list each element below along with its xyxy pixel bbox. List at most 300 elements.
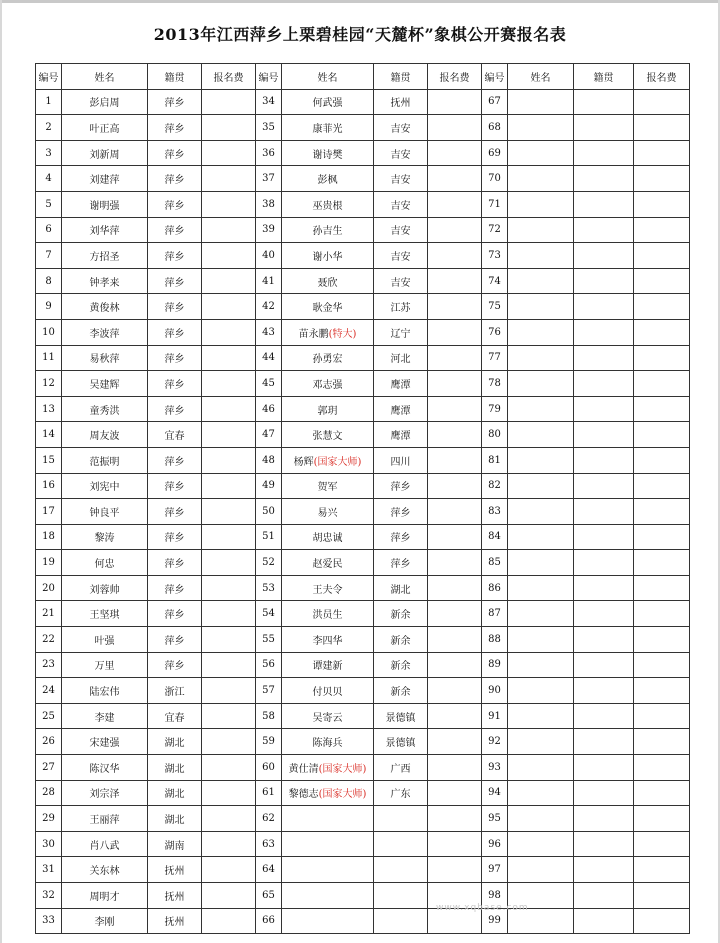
player-name: 刘蓉帅 xyxy=(89,584,120,596)
entry-origin-cell: 萍乡 xyxy=(148,217,202,243)
player-name: 肖八武 xyxy=(89,840,120,852)
entry-number-cell: 3 xyxy=(36,140,62,166)
player-name: 贺军 xyxy=(317,482,338,494)
entry-fee-cell xyxy=(202,703,256,729)
entry-origin-cell xyxy=(574,627,634,653)
entry-name-cell xyxy=(508,243,574,269)
entry-number-cell: 29 xyxy=(36,806,62,832)
entry-name-cell xyxy=(282,755,374,781)
player-name: 康菲光 xyxy=(312,123,343,135)
table-row xyxy=(36,729,690,755)
entry-origin-cell: 吉安 xyxy=(374,217,428,243)
entry-origin-cell xyxy=(574,908,634,934)
entry-number-cell: 43 xyxy=(256,319,282,345)
entry-fee-cell xyxy=(634,755,690,781)
entry-origin-cell xyxy=(574,524,634,550)
entry-fee-cell xyxy=(428,268,482,294)
entry-origin-cell: 萍乡 xyxy=(148,89,202,115)
entry-name-cell xyxy=(282,140,374,166)
entry-name-cell xyxy=(508,601,574,627)
entry-origin-cell: 吉安 xyxy=(374,191,428,217)
entry-number-cell: 42 xyxy=(256,294,282,320)
entry-number-cell: 74 xyxy=(482,268,508,294)
entry-fee-cell xyxy=(202,627,256,653)
entry-name-cell xyxy=(62,678,148,704)
entry-origin-cell xyxy=(574,601,634,627)
entry-number-cell: 5 xyxy=(36,191,62,217)
entry-number-cell: 20 xyxy=(36,575,62,601)
entry-number-cell: 90 xyxy=(482,678,508,704)
entry-number-cell: 57 xyxy=(256,678,282,704)
entry-number-cell: 10 xyxy=(36,319,62,345)
entry-origin-cell xyxy=(574,447,634,473)
table-row xyxy=(36,140,690,166)
entry-fee-cell xyxy=(202,396,256,422)
registration-table xyxy=(35,63,690,934)
entry-origin-cell xyxy=(574,831,634,857)
entry-name-cell xyxy=(62,396,148,422)
table-row xyxy=(36,524,690,550)
entry-fee-cell xyxy=(202,729,256,755)
entry-number-cell: 17 xyxy=(36,499,62,525)
entry-fee-cell xyxy=(634,831,690,857)
entry-fee-cell xyxy=(428,524,482,550)
entry-origin-cell: 新余 xyxy=(374,678,428,704)
entry-origin-cell: 萍乡 xyxy=(148,575,202,601)
table-row xyxy=(36,268,690,294)
player-name: 巫贵根 xyxy=(312,200,343,212)
entry-number-cell: 99 xyxy=(482,908,508,934)
entry-origin-cell: 湖北 xyxy=(148,729,202,755)
entry-origin-cell xyxy=(574,806,634,832)
entry-origin-cell: 新余 xyxy=(374,627,428,653)
entry-name-cell xyxy=(62,831,148,857)
entry-number-cell: 82 xyxy=(482,473,508,499)
entry-number-cell: 9 xyxy=(36,294,62,320)
entry-number-cell: 65 xyxy=(256,883,282,909)
entry-name-cell xyxy=(282,294,374,320)
player-name: 胡忠诚 xyxy=(312,533,343,545)
header-cell: 编号 xyxy=(256,64,282,90)
entry-number-cell: 97 xyxy=(482,857,508,883)
entry-name-cell xyxy=(62,703,148,729)
entry-origin-cell: 宜春 xyxy=(148,703,202,729)
entry-name-cell xyxy=(282,499,374,525)
entry-name-cell xyxy=(508,575,574,601)
entry-fee-cell xyxy=(202,755,256,781)
entry-fee-cell xyxy=(202,857,256,883)
entry-number-cell: 70 xyxy=(482,166,508,192)
entry-origin-cell xyxy=(574,319,634,345)
document-title: 2013年江西萍乡上栗碧桂园“天麓杯”象棋公开赛报名表 xyxy=(153,25,567,44)
player-name: 邓志强 xyxy=(312,379,343,391)
entry-fee-cell xyxy=(428,652,482,678)
entry-number-cell: 1 xyxy=(36,89,62,115)
entry-fee-cell xyxy=(428,806,482,832)
entry-name-cell xyxy=(62,652,148,678)
entry-name-cell xyxy=(508,755,574,781)
header-cell: 报名费 xyxy=(634,64,690,90)
table-row xyxy=(36,345,690,371)
entry-origin-cell: 抚州 xyxy=(148,883,202,909)
player-name: 彭启周 xyxy=(89,98,120,110)
entry-name-cell xyxy=(282,729,374,755)
entry-fee-cell xyxy=(428,422,482,448)
player-name: 万里 xyxy=(94,661,115,673)
entry-name-cell xyxy=(62,883,148,909)
entry-origin-cell: 萍乡 xyxy=(148,115,202,141)
entry-number-cell: 39 xyxy=(256,217,282,243)
entry-fee-cell xyxy=(634,140,690,166)
entry-origin-cell xyxy=(574,550,634,576)
player-name: 黎涛 xyxy=(94,533,115,545)
entry-fee-cell xyxy=(634,217,690,243)
table-row xyxy=(36,652,690,678)
table-row xyxy=(36,422,690,448)
entry-number-cell: 49 xyxy=(256,473,282,499)
player-name: 李刚 xyxy=(94,917,115,929)
table-row xyxy=(36,319,690,345)
player-name: 周明才 xyxy=(89,891,120,903)
entry-origin-cell xyxy=(574,499,634,525)
player-name: 刘宗泽 xyxy=(89,789,120,801)
entry-name-cell xyxy=(508,371,574,397)
entry-fee-cell xyxy=(428,499,482,525)
entry-origin-cell: 萍乡 xyxy=(148,140,202,166)
entry-fee-cell xyxy=(634,575,690,601)
entry-name-cell xyxy=(62,627,148,653)
entry-fee-cell xyxy=(202,780,256,806)
entry-name-cell xyxy=(508,345,574,371)
entry-fee-cell xyxy=(428,780,482,806)
entry-name-cell xyxy=(282,396,374,422)
entry-origin-cell: 萍乡 xyxy=(148,550,202,576)
entry-number-cell: 60 xyxy=(256,755,282,781)
entry-name-cell xyxy=(62,191,148,217)
entry-fee-cell xyxy=(202,89,256,115)
entry-origin-cell xyxy=(574,678,634,704)
entry-number-cell: 22 xyxy=(36,627,62,653)
player-name: 刘新周 xyxy=(89,149,120,161)
entry-number-cell: 67 xyxy=(482,89,508,115)
table-row xyxy=(36,243,690,269)
entry-fee-cell xyxy=(428,550,482,576)
entry-origin-cell xyxy=(574,243,634,269)
player-title-note: (国家大师) xyxy=(313,456,362,468)
table-row xyxy=(36,499,690,525)
player-name: 易兴 xyxy=(317,507,338,519)
entry-origin-cell: 萍乡 xyxy=(148,652,202,678)
entry-origin-cell: 萍乡 xyxy=(148,371,202,397)
entry-name-cell xyxy=(508,191,574,217)
entry-fee-cell xyxy=(428,294,482,320)
entry-origin-cell xyxy=(574,268,634,294)
entry-fee-cell xyxy=(202,524,256,550)
player-title-note: (特大) xyxy=(328,328,357,340)
header-cell: 编号 xyxy=(482,64,508,90)
entry-number-cell: 52 xyxy=(256,550,282,576)
entry-fee-cell xyxy=(634,703,690,729)
entry-name-cell xyxy=(508,550,574,576)
entry-number-cell: 73 xyxy=(482,243,508,269)
entry-origin-cell: 浙江 xyxy=(148,678,202,704)
entry-name-cell xyxy=(282,371,374,397)
entry-fee-cell xyxy=(428,703,482,729)
entry-number-cell: 58 xyxy=(256,703,282,729)
entry-number-cell: 69 xyxy=(482,140,508,166)
entry-name-cell xyxy=(62,780,148,806)
entry-name-cell xyxy=(282,447,374,473)
entry-fee-cell xyxy=(634,601,690,627)
entry-fee-cell xyxy=(202,294,256,320)
entry-number-cell: 26 xyxy=(36,729,62,755)
entry-origin-cell: 宜春 xyxy=(148,422,202,448)
entry-origin-cell: 萍乡 xyxy=(148,268,202,294)
entry-name-cell xyxy=(282,908,374,934)
player-name: 张慧文 xyxy=(312,431,343,443)
player-name: 王丽萍 xyxy=(89,815,120,827)
entry-number-cell: 35 xyxy=(256,115,282,141)
entry-origin-cell: 抚州 xyxy=(374,89,428,115)
entry-origin-cell xyxy=(574,857,634,883)
entry-fee-cell xyxy=(634,371,690,397)
entry-fee-cell xyxy=(428,473,482,499)
entry-number-cell: 61 xyxy=(256,780,282,806)
entry-origin-cell: 抚州 xyxy=(148,857,202,883)
entry-origin-cell: 萍乡 xyxy=(148,166,202,192)
entry-origin-cell xyxy=(574,729,634,755)
entry-name-cell xyxy=(508,140,574,166)
entry-origin-cell xyxy=(574,371,634,397)
table-header-row xyxy=(36,64,690,90)
entry-name-cell xyxy=(62,524,148,550)
entry-number-cell: 41 xyxy=(256,268,282,294)
entry-fee-cell xyxy=(428,243,482,269)
entry-fee-cell xyxy=(634,89,690,115)
entry-fee-cell xyxy=(634,806,690,832)
entry-name-cell xyxy=(508,729,574,755)
entry-number-cell: 24 xyxy=(36,678,62,704)
entry-origin-cell: 吉安 xyxy=(374,243,428,269)
entry-fee-cell xyxy=(202,806,256,832)
entry-fee-cell xyxy=(428,678,482,704)
player-name: 孙勇宏 xyxy=(312,354,343,366)
player-title-note: (国家大师) xyxy=(318,763,367,775)
player-name: 何武强 xyxy=(312,98,343,110)
entry-fee-cell xyxy=(634,780,690,806)
entry-fee-cell xyxy=(634,115,690,141)
entry-number-cell: 31 xyxy=(36,857,62,883)
player-name: 陈汉华 xyxy=(89,763,120,775)
player-title-note: (国家大师) xyxy=(318,789,367,801)
entry-fee-cell xyxy=(202,652,256,678)
entry-name-cell xyxy=(508,89,574,115)
entry-fee-cell xyxy=(202,217,256,243)
entry-number-cell: 89 xyxy=(482,652,508,678)
entry-name-cell xyxy=(62,806,148,832)
entry-name-cell xyxy=(508,217,574,243)
entry-number-cell: 12 xyxy=(36,371,62,397)
entry-number-cell: 77 xyxy=(482,345,508,371)
entry-name-cell xyxy=(508,319,574,345)
entry-fee-cell xyxy=(634,268,690,294)
entry-number-cell: 54 xyxy=(256,601,282,627)
entry-name-cell xyxy=(282,217,374,243)
entry-name-cell xyxy=(508,499,574,525)
entry-number-cell: 56 xyxy=(256,652,282,678)
header-cell: 姓名 xyxy=(508,64,574,90)
table-row xyxy=(36,191,690,217)
entry-number-cell: 80 xyxy=(482,422,508,448)
entry-number-cell: 27 xyxy=(36,755,62,781)
page-left-edge xyxy=(0,0,2,943)
entry-origin-cell xyxy=(374,908,428,934)
player-name: 黎德志 xyxy=(288,789,319,801)
entry-origin-cell: 广东 xyxy=(374,780,428,806)
entry-name-cell xyxy=(62,268,148,294)
player-name: 苗永鹏 xyxy=(298,328,329,340)
entry-name-cell xyxy=(282,243,374,269)
entry-origin-cell: 萍乡 xyxy=(374,550,428,576)
entry-name-cell xyxy=(62,294,148,320)
entry-origin-cell: 萍乡 xyxy=(148,191,202,217)
entry-number-cell: 48 xyxy=(256,447,282,473)
entry-fee-cell xyxy=(202,345,256,371)
entry-number-cell: 86 xyxy=(482,575,508,601)
entry-number-cell: 68 xyxy=(482,115,508,141)
player-name: 李波萍 xyxy=(89,328,120,340)
entry-name-cell xyxy=(508,422,574,448)
entry-name-cell xyxy=(282,268,374,294)
entry-name-cell xyxy=(62,908,148,934)
player-name: 彭枫 xyxy=(317,175,338,187)
table-row xyxy=(36,883,690,909)
entry-number-cell: 93 xyxy=(482,755,508,781)
entry-name-cell xyxy=(508,447,574,473)
entry-origin-cell: 萍乡 xyxy=(148,601,202,627)
entry-fee-cell xyxy=(634,678,690,704)
entry-name-cell xyxy=(282,115,374,141)
entry-origin-cell: 景德镇 xyxy=(374,729,428,755)
entry-origin-cell: 萍乡 xyxy=(374,499,428,525)
player-name: 赵爱民 xyxy=(312,559,343,571)
player-name: 王坚琪 xyxy=(89,610,120,622)
entry-origin-cell: 萍乡 xyxy=(148,294,202,320)
entry-origin-cell: 萍乡 xyxy=(148,319,202,345)
entry-number-cell: 62 xyxy=(256,806,282,832)
entry-name-cell xyxy=(62,857,148,883)
entry-number-cell: 23 xyxy=(36,652,62,678)
table-row xyxy=(36,550,690,576)
entry-origin-cell xyxy=(574,140,634,166)
entry-origin-cell: 萍乡 xyxy=(374,473,428,499)
entry-name-cell xyxy=(282,857,374,883)
entry-fee-cell xyxy=(634,191,690,217)
player-name: 刘华萍 xyxy=(89,226,120,238)
entry-number-cell: 94 xyxy=(482,780,508,806)
entry-number-cell: 87 xyxy=(482,601,508,627)
entry-name-cell xyxy=(62,447,148,473)
entry-origin-cell: 吉安 xyxy=(374,268,428,294)
player-name: 宋建强 xyxy=(89,738,120,750)
entry-origin-cell xyxy=(374,883,428,909)
entry-fee-cell xyxy=(634,473,690,499)
entry-origin-cell xyxy=(574,652,634,678)
entry-fee-cell xyxy=(202,678,256,704)
entry-name-cell xyxy=(282,575,374,601)
entry-fee-cell xyxy=(202,550,256,576)
entry-number-cell: 88 xyxy=(482,627,508,653)
entry-origin-cell: 萍乡 xyxy=(374,524,428,550)
entry-number-cell: 84 xyxy=(482,524,508,550)
entry-name-cell xyxy=(282,652,374,678)
entry-fee-cell xyxy=(202,191,256,217)
entry-fee-cell xyxy=(202,499,256,525)
entry-fee-cell xyxy=(428,396,482,422)
entry-number-cell: 85 xyxy=(482,550,508,576)
entry-name-cell xyxy=(62,115,148,141)
entry-fee-cell xyxy=(202,243,256,269)
player-name: 周友波 xyxy=(89,431,120,443)
header-cell: 编号 xyxy=(36,64,62,90)
player-name: 钟良平 xyxy=(89,507,120,519)
entry-number-cell: 6 xyxy=(36,217,62,243)
entry-origin-cell: 萍乡 xyxy=(148,447,202,473)
table-row xyxy=(36,806,690,832)
player-name: 郭玥 xyxy=(317,405,338,417)
entry-fee-cell xyxy=(428,140,482,166)
entry-name-cell xyxy=(508,115,574,141)
entry-name-cell xyxy=(508,627,574,653)
entry-number-cell: 28 xyxy=(36,780,62,806)
entry-origin-cell xyxy=(574,473,634,499)
entry-origin-cell: 湖北 xyxy=(148,806,202,832)
player-name: 李建 xyxy=(94,712,115,724)
player-name: 李四华 xyxy=(312,635,343,647)
entry-name-cell xyxy=(508,703,574,729)
player-name: 谢诗樊 xyxy=(312,149,343,161)
entry-number-cell: 16 xyxy=(36,473,62,499)
entry-fee-cell xyxy=(634,319,690,345)
entry-origin-cell: 湖南 xyxy=(148,831,202,857)
entry-fee-cell xyxy=(202,140,256,166)
entry-fee-cell xyxy=(634,345,690,371)
player-name: 方招圣 xyxy=(89,251,120,263)
entry-origin-cell xyxy=(574,755,634,781)
player-name: 吴建辉 xyxy=(89,379,120,391)
entry-origin-cell xyxy=(574,396,634,422)
entry-number-cell: 71 xyxy=(482,191,508,217)
entry-origin-cell: 江苏 xyxy=(374,294,428,320)
entry-fee-cell xyxy=(428,191,482,217)
table-row xyxy=(36,678,690,704)
entry-origin-cell: 湖北 xyxy=(148,780,202,806)
entry-origin-cell: 新余 xyxy=(374,652,428,678)
entry-number-cell: 19 xyxy=(36,550,62,576)
entry-fee-cell xyxy=(202,601,256,627)
entry-number-cell: 15 xyxy=(36,447,62,473)
entry-origin-cell: 鹰潭 xyxy=(374,422,428,448)
entry-number-cell: 64 xyxy=(256,857,282,883)
entry-origin-cell: 萍乡 xyxy=(148,396,202,422)
entry-fee-cell xyxy=(428,755,482,781)
player-name: 孙吉生 xyxy=(312,226,343,238)
entry-name-cell xyxy=(282,806,374,832)
entry-number-cell: 72 xyxy=(482,217,508,243)
entry-origin-cell xyxy=(374,857,428,883)
entry-fee-cell xyxy=(202,575,256,601)
table-row xyxy=(36,396,690,422)
